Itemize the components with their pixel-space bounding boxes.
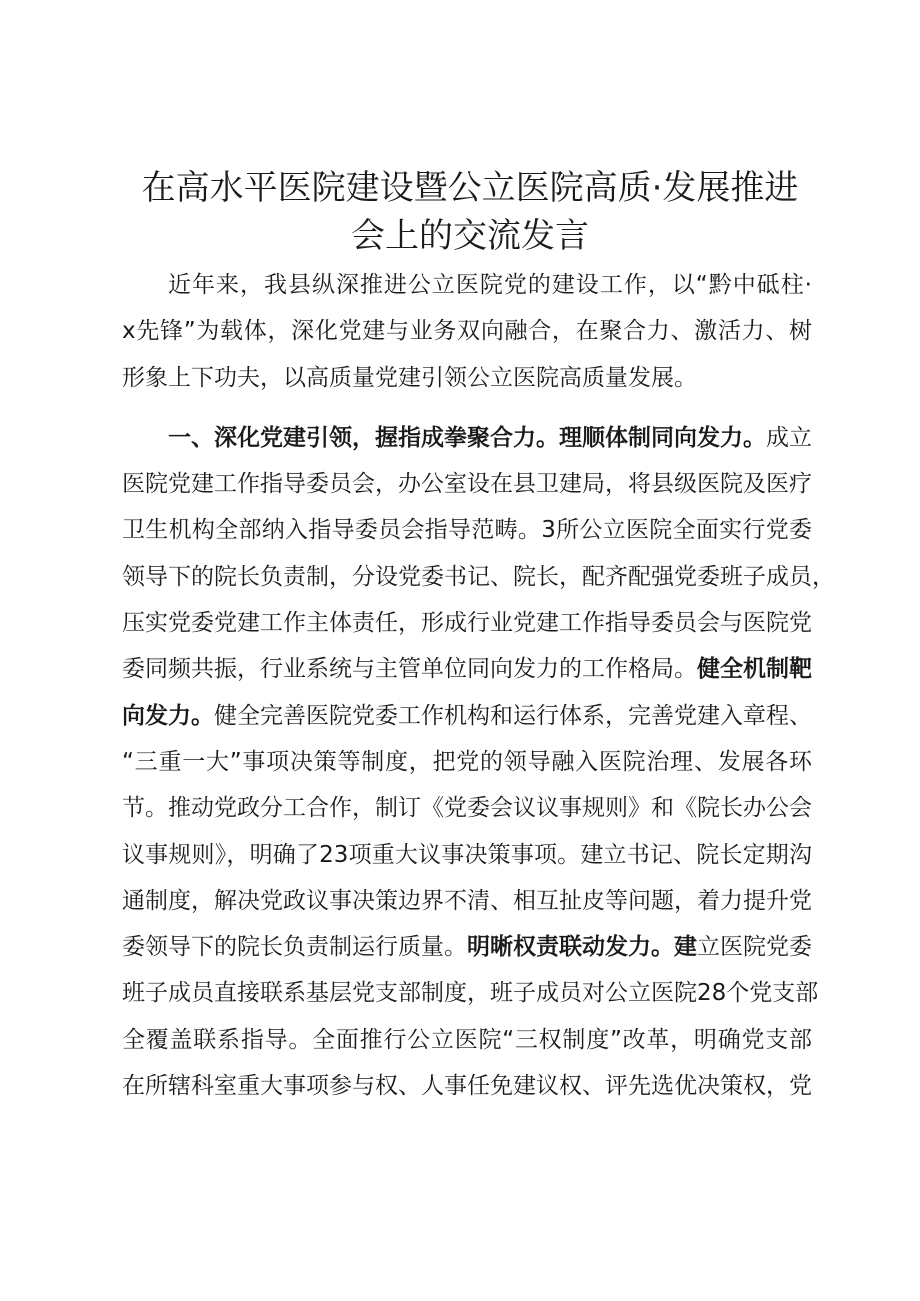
section1-line-12 <box>122 924 812 970</box>
subheading-mechanism: 健全机制靶 <box>697 656 812 683</box>
intro-line-1: 近年来，我县纵深推进公立医院党的建设工作，以“黔中砥柱· <box>168 272 812 298</box>
subheading-mechanism-cont: 向发力。 <box>122 702 214 729</box>
section1-line-6 <box>122 646 812 692</box>
section1-line-11: 通制度，解决党政议事决策边界不清、相互扯皮等问题，着力提升党 <box>122 887 812 914</box>
section1-line-7-text: 健全完善医院党委工作机构和运行体系，完善党建入章程、 <box>214 702 812 729</box>
title-line-1: 在高水平医院建设暨公立医院高质·发展推进 <box>141 168 799 208</box>
section1-line-6-text: 委同频共振，行业系统与主管单位同向发力的工作格局。 <box>122 656 697 683</box>
document-title <box>120 164 820 260</box>
section1-line-1-text: 成立 <box>766 424 812 451</box>
section1-line-13: 班子成员直接联系基层党支部制度，班子成员对公立医院28个党支部 <box>122 980 819 1007</box>
section1-line-9: 节。推动党政分工合作，制订《党委会议议事规则》和《院长办公会 <box>122 795 812 822</box>
section1-line-2: 医院党建工作指导委员会，办公室设在县卫建局，将县级医院及医疗 <box>122 471 812 498</box>
section1-line-1 <box>122 415 812 461</box>
title-line-2: 会上的交流发言 <box>351 216 589 256</box>
section1-line-12-tail: 立医院党委 <box>697 934 812 961</box>
section1-line-8: “三重一大”事项决策等制度，把党的领导融入医院治理、发展各环 <box>122 748 812 775</box>
intro-line-3: 形象上下功夫，以高质量党建引领公立医院高质量发展。 <box>122 364 697 391</box>
intro-line-2: x先锋”为载体，深化党建与业务双向融合，在聚合力、激活力、树 <box>122 318 812 345</box>
section1-line-15: 在所辖科室重大事项参与权、人事任免建议权、评先选优决策权，党 <box>122 1073 812 1100</box>
section1-line-3: 卫生机构全部纳入指导委员会指导范畴。3所公立医院全面实行党委 <box>122 517 812 544</box>
section1-line-7 <box>122 693 812 739</box>
section1-heading: 一、深化党建引领，握指成拳聚合力。理顺体制同向发力。 <box>168 424 766 451</box>
section1-line-10: 议事规则》，明确了23项重大议事决策事项。建立书记、院长定期沟 <box>122 841 812 868</box>
paragraph-gap <box>122 401 812 415</box>
section1-line-14: 全覆盖联系指导。全面推行公立医院“三权制度”改革，明确党支部 <box>122 1026 812 1053</box>
section1-line-5: 压实党委党建工作主体责任，形成行业党建工作指导委员会与医院党 <box>122 610 812 637</box>
section1-line-12-text: 委领导下的院长负责制运行质量。 <box>122 934 467 961</box>
section1-line-4: 领导下的院长负责制，分设党委书记、院长，配齐配强党委班子成员， <box>122 563 835 590</box>
document-body <box>122 262 835 1109</box>
subheading-responsibility: 明晰权责联动发力。建 <box>467 934 697 961</box>
